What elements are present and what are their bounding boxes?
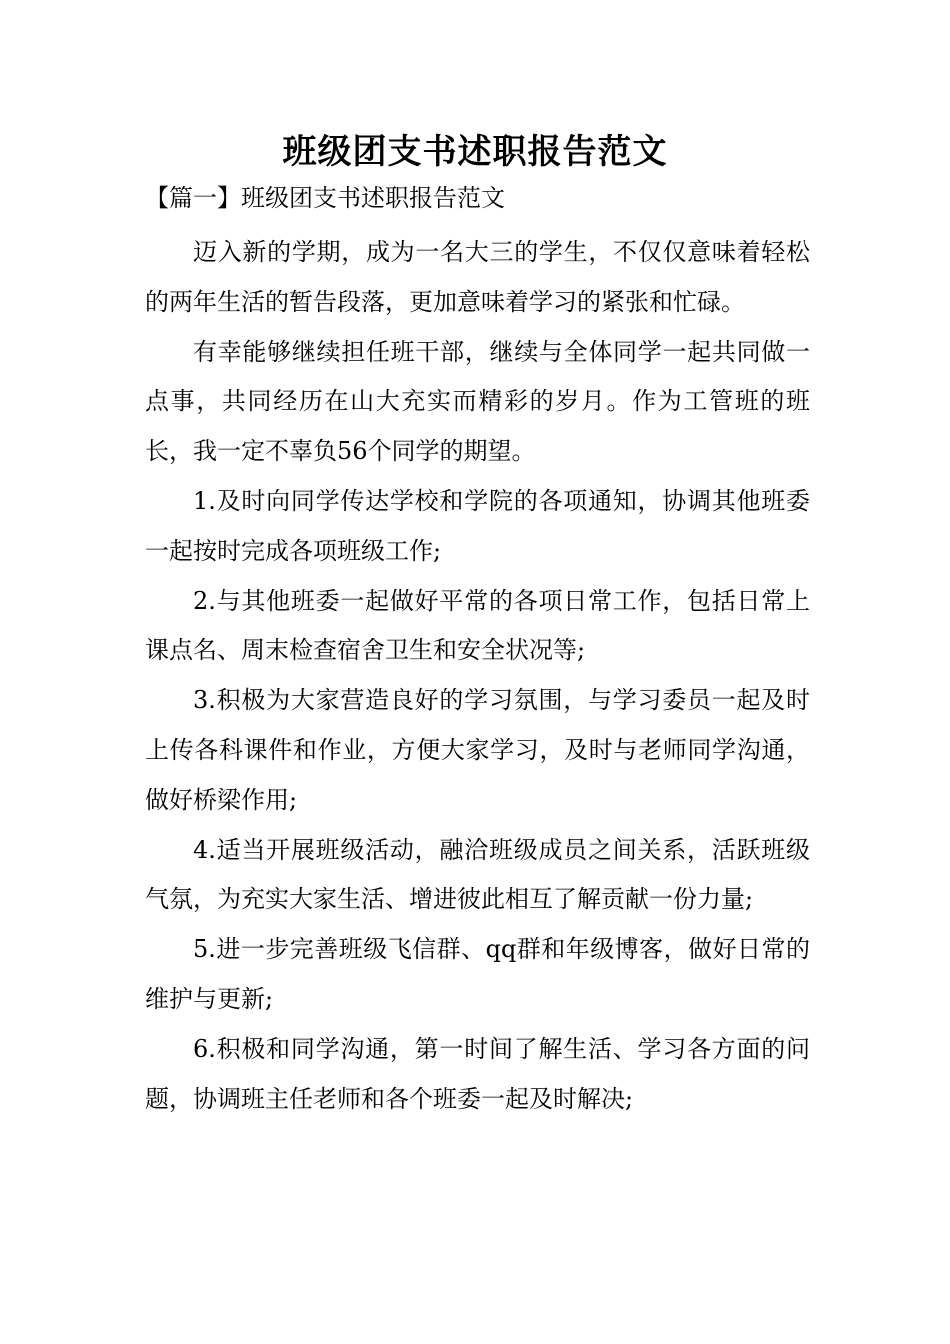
list-item-6: 6.积极和同学沟通，第一时间了解生活、学习各方面的问题，协调班主任老师和各个班委一起及时解决;	[145, 1034, 810, 1113]
list-item-3: 3.积极为大家营造良好的学习氛围，与学习委员一起及时上传各科课件和作业，方便大家学习，及时与老师同学沟通，做好桥梁作用;	[145, 686, 810, 814]
list-item-1: 1.及时向同学传达学校和学院的各项通知，协调其他班委一起按时完成各项班级工作;	[145, 486, 810, 565]
paragraph-role: 有幸能够继续担任班干部，继续与全体同学一起共同做一点事，共同经历在山大充实而精彩的岁月。作为工管班的班长，我一定不辜负56个同学的期望。	[145, 337, 810, 466]
list-item-2: 2.与其他班委一起做好平常的各项日常工作，包括日常上课点名、周末检查宿舍卫生和安全状况等;	[145, 586, 810, 665]
list-item-4: 4.适当开展班级活动，融洽班级成员之间关系，活跃班级气氛，为充实大家生活、增进彼此相互了解贡献一份力量;	[145, 835, 810, 914]
document-title: 班级团支书述职报告范文	[282, 132, 668, 172]
list-item-5: 5.进一步完善班级飞信群、qq群和年级博客，做好日常的维护与更新;	[145, 935, 810, 1013]
paragraph-intro: 迈入新的学期，成为一名大三的学生，不仅仅意味着轻松的两年生活的暂告段落，更加意味着学习的紧张和忙碌。	[145, 238, 810, 316]
section-heading: 【篇一】班级团支书述职报告范文	[145, 184, 505, 212]
document-body	[145, 228, 810, 1124]
